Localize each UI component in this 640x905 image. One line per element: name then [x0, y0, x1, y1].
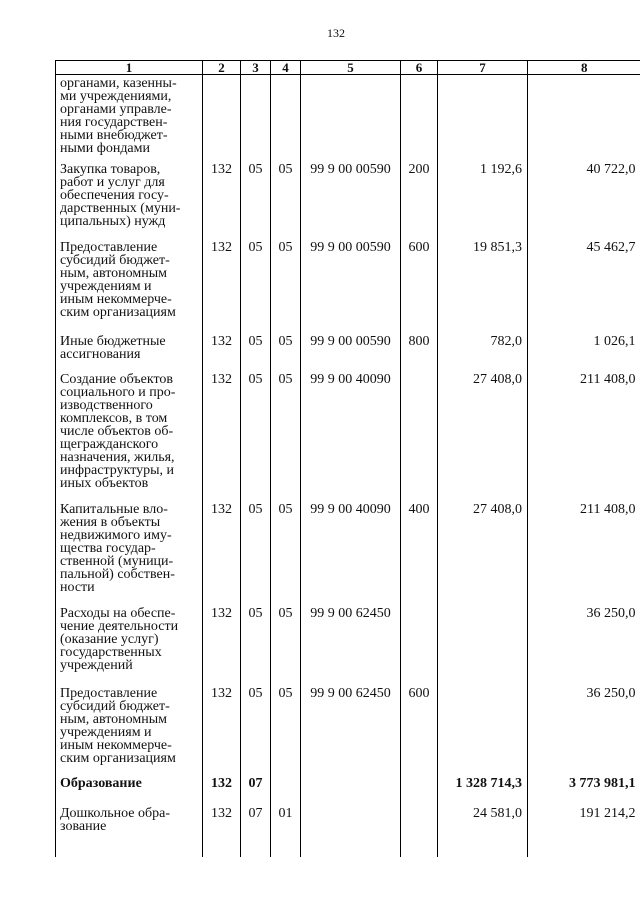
row-value-8: 36 250,0	[528, 685, 640, 775]
row-code-2: 132	[203, 161, 241, 239]
row-value-8: 36 250,0	[528, 605, 640, 685]
row-code-4: 01	[271, 805, 301, 857]
row-code-6: 400	[401, 501, 438, 605]
row-name: Капитальные вло- жения в объекты недвижимого иму- щества государ- ственной (муници- пальной) собствен- ности	[56, 501, 203, 605]
row-name: Закупка товаров, работ и услуг для обеспечения госу- дарственных (муни- ципальных) нужд	[56, 161, 203, 239]
row-code-6	[401, 605, 438, 685]
row-code-3: 07	[241, 805, 271, 857]
row-code-3: 05	[241, 501, 271, 605]
row-name: Предоставление субсидий бюджет- ным, автономным учреждениям и иным некоммерче- ским организациям	[56, 685, 203, 775]
row-code-3: 05	[241, 333, 271, 371]
row-value-7	[438, 75, 528, 161]
column-header-8: 8	[528, 61, 640, 75]
row-name: Иные бюджетные ассигнования	[56, 333, 203, 371]
row-code-6: 600	[401, 239, 438, 333]
column-header-5: 5	[301, 61, 401, 75]
table-row	[56, 239, 640, 333]
row-code-6	[401, 775, 438, 805]
row-code-4: 05	[271, 501, 301, 605]
row-code-3: 05	[241, 239, 271, 333]
row-value-7: 27 408,0	[438, 371, 528, 501]
column-header-1: 1	[56, 61, 203, 75]
row-value-7: 1 328 714,3	[438, 775, 528, 805]
row-code-6	[401, 805, 438, 857]
row-value-7	[438, 685, 528, 775]
row-name: Образование	[56, 775, 203, 805]
row-code-5: 99 9 00 40090	[301, 371, 401, 501]
row-code-3: 05	[241, 685, 271, 775]
row-code-5	[301, 805, 401, 857]
row-code-3: 07	[241, 775, 271, 805]
row-code-5: 99 9 00 00590	[301, 333, 401, 371]
row-value-7: 27 408,0	[438, 501, 528, 605]
row-code-6: 800	[401, 333, 438, 371]
column-header-3: 3	[241, 61, 271, 75]
row-name: Создание объектов социального и про- изводственного комплексов, в том числе объектов об- щегражданского назначения, жилья, инфраструктуры, и иных объектов	[56, 371, 203, 501]
row-code-4	[271, 75, 301, 161]
row-code-2	[203, 75, 241, 161]
table-row	[56, 501, 640, 605]
row-code-4	[271, 775, 301, 805]
row-code-4: 05	[271, 605, 301, 685]
row-code-3: 05	[241, 605, 271, 685]
row-code-5: 99 9 00 00590	[301, 239, 401, 333]
row-code-2: 132	[203, 605, 241, 685]
row-code-2: 132	[203, 239, 241, 333]
row-code-5: 99 9 00 00590	[301, 161, 401, 239]
row-code-3	[241, 75, 271, 161]
row-code-4: 05	[271, 333, 301, 371]
row-code-2: 132	[203, 805, 241, 857]
row-value-7: 24 581,0	[438, 805, 528, 857]
row-code-2: 132	[203, 501, 241, 605]
row-value-8	[528, 75, 640, 161]
row-value-8: 1 026,1	[528, 333, 640, 371]
row-code-5	[301, 775, 401, 805]
row-code-6: 200	[401, 161, 438, 239]
row-code-2: 132	[203, 371, 241, 501]
row-code-5: 99 9 00 62450	[301, 605, 401, 685]
table-header-row	[56, 61, 640, 75]
page-number: 132	[327, 26, 345, 40]
table-row	[56, 775, 640, 805]
row-value-7	[438, 605, 528, 685]
row-code-2: 132	[203, 775, 241, 805]
table-row	[56, 805, 640, 857]
table-row	[56, 605, 640, 685]
column-header-4: 4	[271, 61, 301, 75]
table-row	[56, 75, 640, 161]
row-code-6	[401, 371, 438, 501]
row-code-2: 132	[203, 685, 241, 775]
row-code-3: 05	[241, 161, 271, 239]
row-value-8: 45 462,7	[528, 239, 640, 333]
row-code-4: 05	[271, 685, 301, 775]
row-value-8: 211 408,0	[528, 371, 640, 501]
row-code-4: 05	[271, 161, 301, 239]
table-row	[56, 685, 640, 775]
budget-table	[55, 60, 640, 857]
table-row	[56, 161, 640, 239]
row-code-5	[301, 75, 401, 161]
row-code-4: 05	[271, 371, 301, 501]
table-row	[56, 371, 640, 501]
row-code-6: 600	[401, 685, 438, 775]
row-value-7: 19 851,3	[438, 239, 528, 333]
row-value-7: 1 192,6	[438, 161, 528, 239]
row-name: органами, казенны- ми учреждениями, органами управле- ния государствен- ными внебюджет- ными фондами	[56, 75, 203, 161]
row-code-5: 99 9 00 40090	[301, 501, 401, 605]
row-value-8: 40 722,0	[528, 161, 640, 239]
row-code-5: 99 9 00 62450	[301, 685, 401, 775]
column-header-7: 7	[438, 61, 528, 75]
row-code-4: 05	[271, 239, 301, 333]
row-name: Предоставление субсидий бюджет- ным, автономным учреждениям и иным некоммерче- ским организациям	[56, 239, 203, 333]
row-value-8: 191 214,2	[528, 805, 640, 857]
row-name: Расходы на обеспе- чение деятельности (оказание услуг) государственных учреждений	[56, 605, 203, 685]
row-code-6	[401, 75, 438, 161]
row-value-7: 782,0	[438, 333, 528, 371]
column-header-6: 6	[401, 61, 438, 75]
table-row	[56, 333, 640, 371]
row-name: Дошкольное обра- зование	[56, 805, 203, 857]
column-header-2: 2	[203, 61, 241, 75]
row-code-2: 132	[203, 333, 241, 371]
row-value-8: 3 773 981,1	[528, 775, 640, 805]
row-code-3: 05	[241, 371, 271, 501]
row-value-8: 211 408,0	[528, 501, 640, 605]
